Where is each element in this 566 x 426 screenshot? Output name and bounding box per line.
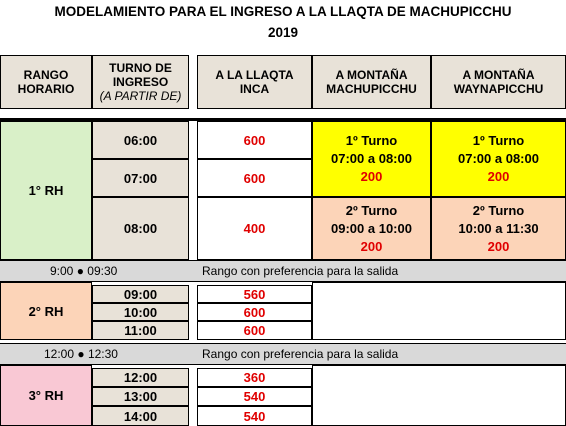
rh3-empty-cell — [312, 365, 566, 426]
waynapicchu-turno-2-cupo: 200 — [487, 238, 510, 254]
header-turno-ingreso — [92, 55, 189, 109]
machupicchu-turno-1-name: 1º Turno — [345, 133, 398, 148]
document-title: MODELAMIENTO PARA EL INGRESO A LA LLAQTA DE MACHUPICCHU — [54, 4, 512, 19]
header-rango-horario — [0, 55, 92, 109]
rh3-llaqta-1: 360 — [197, 368, 312, 387]
rh1-llaqta-2: 600 — [197, 159, 312, 197]
header-machupicchu — [312, 55, 431, 109]
header-llaqta-inca — [197, 55, 312, 109]
rh2-time-3: 11:00 — [92, 321, 189, 340]
header-llaqta-label: A LA LLAQTA INCA — [215, 68, 294, 96]
rh2-empty-cell — [312, 282, 566, 340]
machupicchu-turno-1-horario: 07:00 a 08:00 — [331, 151, 412, 166]
waynapicchu-turno-1-horario: 07:00 a 08:00 — [458, 151, 539, 166]
rh3-time-2: 13:00 — [92, 387, 189, 406]
rh2-time-2: 10:00 — [92, 303, 189, 321]
rh2-label-cell — [0, 282, 92, 340]
rh2-time-1: 09:00 — [92, 285, 189, 303]
rh1-time-2: 07:00 — [92, 159, 189, 197]
waynapicchu-turno-2-horario: 10:00 a 11:30 — [458, 220, 539, 236]
rh1-label: 1° RH — [28, 183, 64, 198]
rh1-llaqta-1: 600 — [197, 121, 312, 159]
waynapicchu-turno-1-name: 1º Turno — [472, 133, 525, 148]
machupicchu-turno-1 — [312, 121, 431, 197]
header-waynapicchu-label: A MONTAÑA WAYNAPICCHU — [453, 68, 544, 96]
waynapicchu-turno-2 — [431, 197, 566, 260]
rh2-llaqta-1: 560 — [197, 285, 312, 303]
header-machupicchu-label: A MONTAÑA MACHUPICCHU — [326, 68, 417, 96]
machupicchu-turno-2-horario: 09:00 a 10:00 — [331, 220, 412, 236]
rh1-time-3: 08:00 — [92, 197, 189, 260]
rh3-time-3: 14:00 — [92, 406, 189, 426]
band-2-range: 12:00 ● 12:30 — [44, 347, 118, 361]
rh3-time-1: 12:00 — [92, 368, 189, 387]
header-turno-label: TURNO DE INGRESO — [109, 61, 172, 89]
rh3-label: 3° RH — [28, 388, 64, 403]
band-1-range: 9:00 ● 09:30 — [50, 264, 118, 278]
waynapicchu-turno-1 — [431, 121, 566, 197]
header-turno-note: (A PARTIR DE) — [99, 89, 182, 103]
rh1-time-1: 06:00 — [92, 121, 189, 159]
rh3-label-cell — [0, 365, 92, 426]
band-2-text: Rango con preferencia para la salida — [202, 347, 399, 361]
machupicchu-turno-2 — [312, 197, 431, 260]
waynapicchu-turno-1-cupo: 200 — [487, 169, 510, 184]
rh2-label: 2° RH — [28, 303, 64, 319]
preference-band-2 — [0, 343, 566, 365]
preference-band-1 — [0, 260, 566, 282]
document-year: 2019 — [267, 25, 299, 40]
rh2-llaqta-2: 600 — [197, 303, 312, 321]
rh3-llaqta-3: 540 — [197, 406, 312, 426]
machupicchu-turno-2-name: 2º Turno — [345, 202, 398, 218]
machupicchu-turno-2-cupo: 200 — [360, 238, 383, 254]
waynapicchu-turno-2-name: 2º Turno — [472, 202, 525, 218]
machupicchu-turno-1-cupo: 200 — [360, 169, 383, 184]
rh3-llaqta-2: 540 — [197, 387, 312, 406]
header-rango-label: RANGO HORARIO — [17, 68, 75, 96]
rh1-llaqta-3: 400 — [197, 197, 312, 260]
band-1-text: Rango con preferencia para la salida — [202, 264, 399, 278]
header-waynapicchu — [431, 55, 566, 109]
rh1-label-cell — [0, 121, 92, 260]
rh2-llaqta-3: 600 — [197, 321, 312, 340]
